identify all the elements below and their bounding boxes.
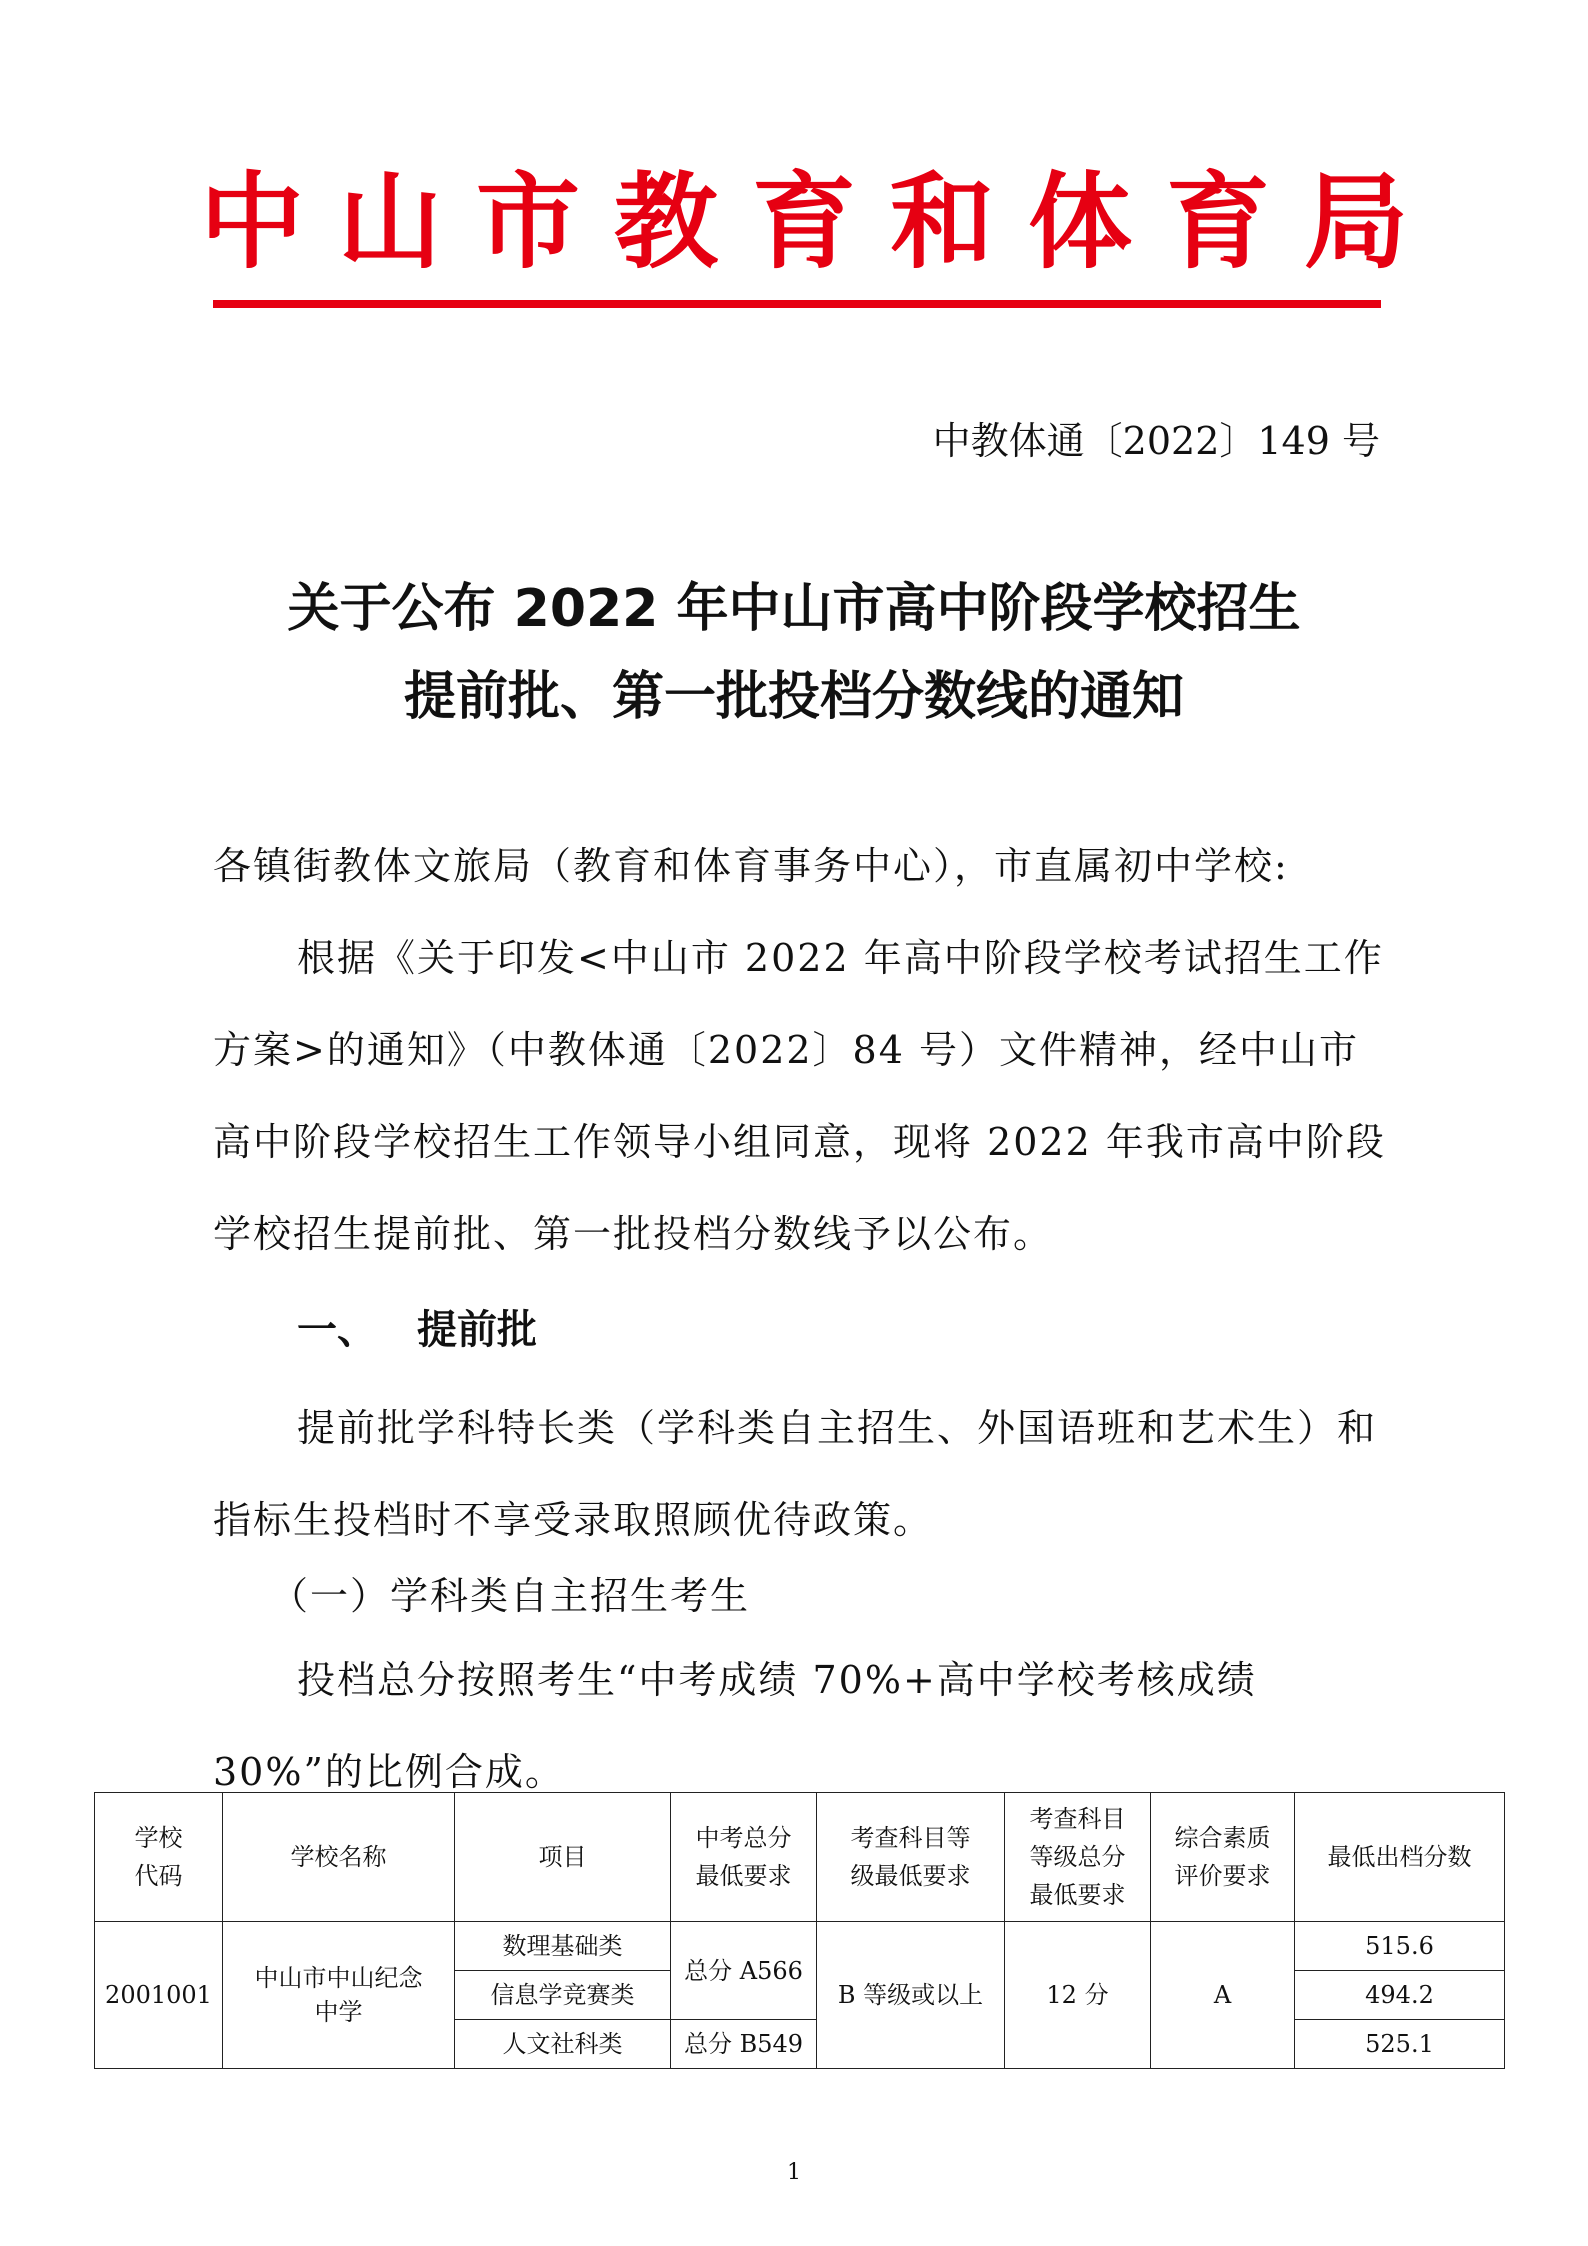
item-cell: 人文社科类: [455, 2020, 671, 2069]
page-number: 1: [787, 2160, 801, 2185]
school-code-cell: 2001001: [95, 1922, 223, 2069]
quality-cell: A: [1151, 1922, 1295, 2069]
total-min-cell: 总分 B549: [671, 2020, 817, 2069]
section-number: 一、: [297, 1307, 377, 1353]
document-number: 中教体通〔2022〕149 号: [932, 419, 1380, 463]
section-heading-1: [297, 1298, 537, 1355]
header-grade-total: 考查科目 等级总分 最低要求: [1005, 1793, 1151, 1922]
header-total-min: 中考总分 最低要求: [671, 1793, 817, 1922]
notice-heading-line-2: 提前批、第一批投档分数线的通知: [403, 667, 1184, 727]
header-school-name: 学校名称: [223, 1793, 455, 1922]
paragraph-score-formula: 投档总分按照考生“中考成绩 70%+高中学校考核成绩 30%”的比例合成。: [213, 1658, 1257, 1794]
table-header-row: [95, 1793, 1505, 1922]
header-red-rule: [213, 300, 1381, 308]
table-row: [95, 1922, 1505, 1971]
item-cell: 数理基础类: [455, 1922, 671, 1971]
header-quality: 综合素质 评价要求: [1151, 1793, 1295, 1922]
school-name-cell: 中山市中山纪念 中学: [223, 1922, 455, 2069]
min-score-cell: 515.6: [1295, 1922, 1505, 1971]
min-score-cell: 494.2: [1295, 1971, 1505, 2020]
salutation: 各镇街教体文旅局（教育和体育事务中心），市直属初中学校:: [213, 844, 1289, 888]
header-item: 项目: [455, 1793, 671, 1922]
header-grade-min: 考查科目等 级最低要求: [817, 1793, 1005, 1922]
section-title: 提前批: [417, 1307, 537, 1353]
issuer-title: 中山市教育和体育局: [200, 160, 1443, 283]
min-score-cell: 525.1: [1295, 2020, 1505, 2069]
grade-min-cell: B 等级或以上: [817, 1922, 1005, 2069]
item-cell: 信息学竞赛类: [455, 1971, 671, 2020]
subsection-heading: （一）学科类自主招生考生: [270, 1574, 751, 1618]
header-school-code: 学校 代码: [95, 1793, 223, 1922]
total-min-cell: 总分 A566: [671, 1922, 817, 2020]
notice-heading-line-1: 关于公布 2022 年中山市高中阶段学校招生: [287, 579, 1301, 639]
paragraph-basis: 根据《关于印发<中山市 2022 年高中阶段学校考试招生工作方案>的通知》（中教体通〔2022〕84 号）文件精神，经中山市高中阶段学校招生工作领导小组同意，现将 2022 年我市高中阶段学校招生提前批、第一批投档分数线予以公布。: [213, 936, 1386, 1256]
header-min-score: 最低出档分数: [1295, 1793, 1505, 1922]
admission-score-table: [94, 1792, 1505, 2069]
paragraph-early-batch: 提前批学科特长类（学科类自主招生、外国语班和艺术生）和指标生投档时不享受录取照顾优待政策。: [213, 1406, 1378, 1542]
grade-total-cell: 12 分: [1005, 1922, 1151, 2069]
